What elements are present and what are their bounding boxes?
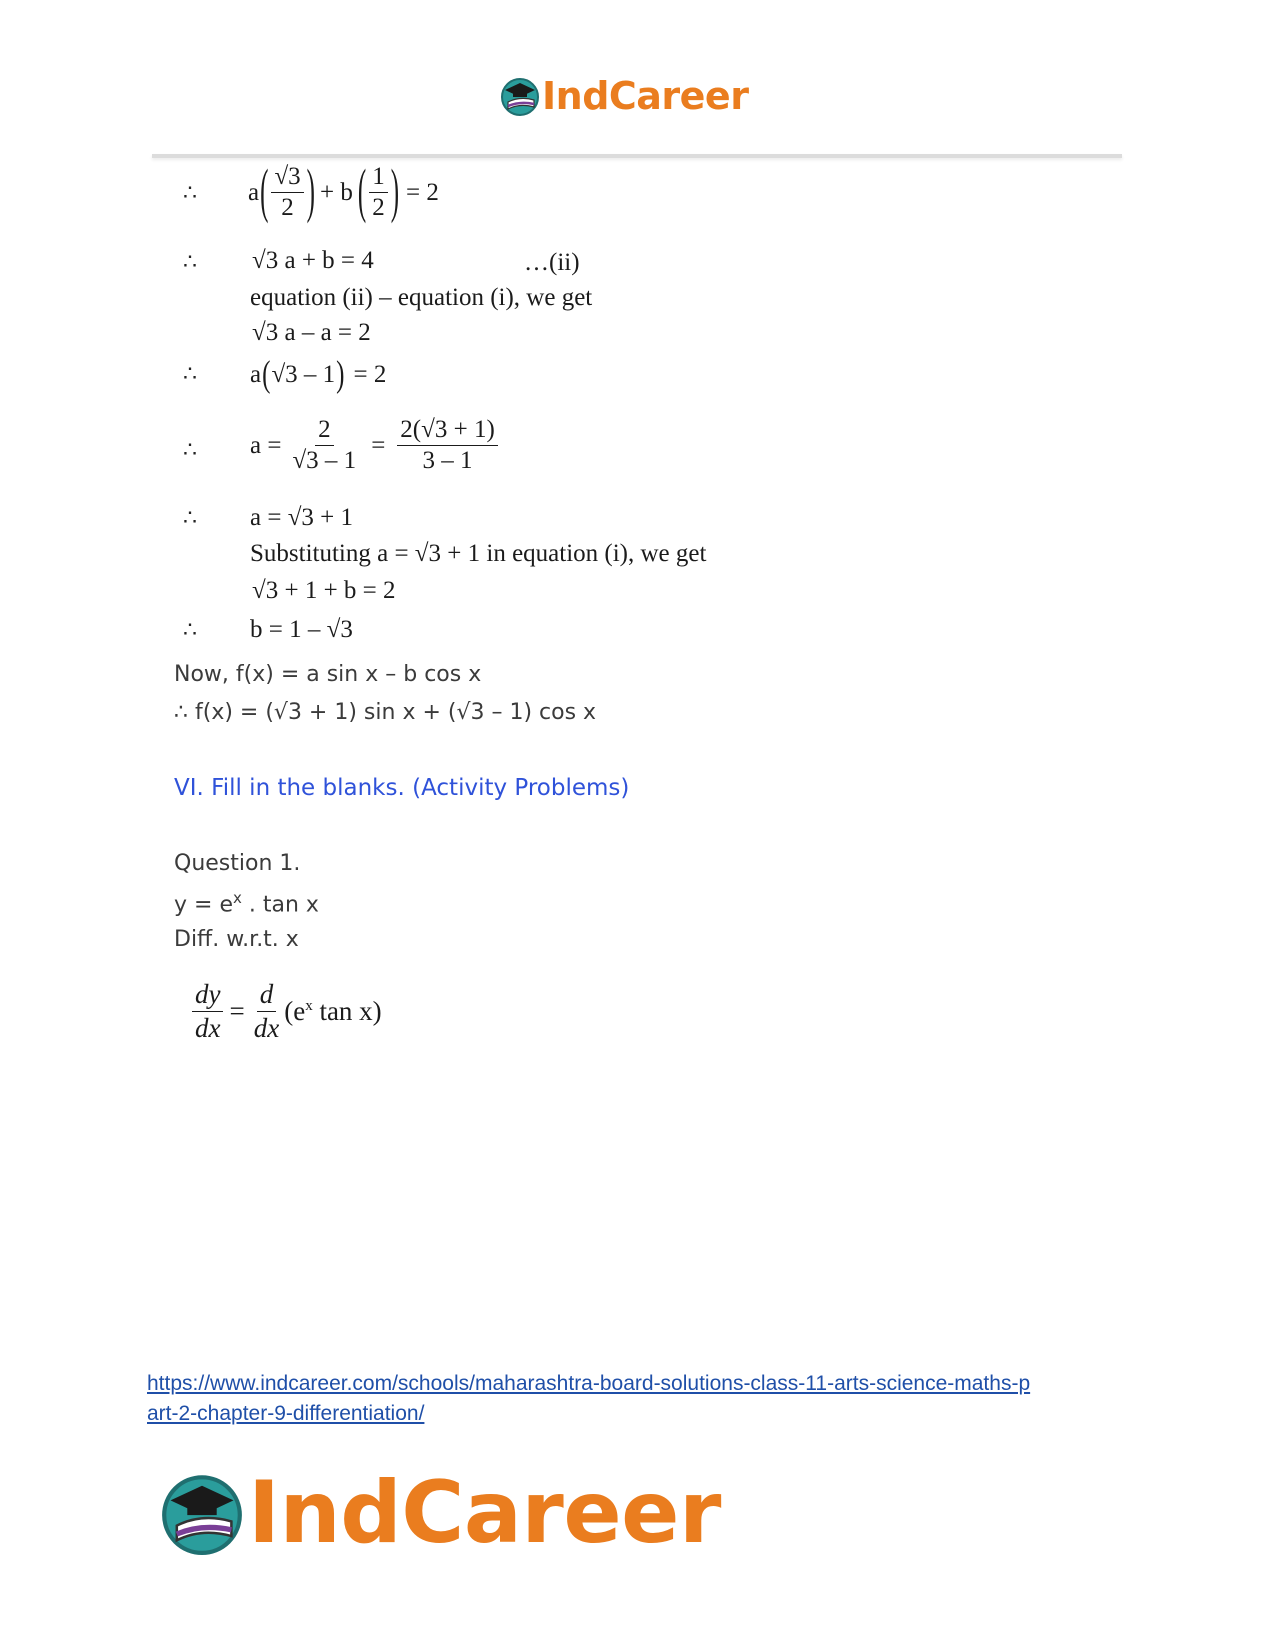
- equation-subtract-text: equation (ii) – equation (i), we get: [250, 284, 593, 311]
- equation-2-tag: …(ii): [524, 249, 580, 276]
- substitution-text: Substituting a = √3 + 1 in equation (i), we get: [250, 540, 707, 567]
- source-link-line-2[interactable]: art-2-chapter-9-differentiation/: [147, 1402, 425, 1425]
- section-heading: VI. Fill in the blanks. (Activity Problems): [174, 775, 630, 801]
- footer-logo: [160, 1463, 721, 1563]
- d-dx-fraction: $\frac{d}{dx}$: [253, 979, 280, 1043]
- equation-1: a ( $\frac{√3}{2}$ ) + b ( $\frac{1}{2}$ ) = 2: [248, 160, 439, 226]
- therefore-symbol: ∴: [183, 362, 197, 387]
- therefore-symbol: ∴: [183, 250, 197, 275]
- result-line: ∴ f(x) = (√3 + 1) sin x + (√3 – 1) cos x: [174, 700, 597, 725]
- eq1-rhs: = 2: [406, 179, 439, 207]
- eq1-a: a: [248, 179, 260, 207]
- source-link-line-1[interactable]: https://www.indcareer.com/schools/maharashtra-board-solutions-class-11-arts-science-maths-p: [147, 1372, 1031, 1395]
- y-equation: $y = e^x$ . tan x: [174, 889, 319, 918]
- equation-9: √3 + 1 + b = 2: [252, 577, 396, 604]
- eq1-fraction-1: $\frac{√3}{2}$: [271, 164, 303, 222]
- diff-wrt-x: Diff. w.r.t. x: [174, 927, 299, 952]
- therefore-symbol: ∴: [183, 438, 197, 463]
- derivative-equation: $\frac{dy}{dx}$ = $\frac{d}{dx}$ ($e^x$ tan x): [190, 976, 382, 1046]
- logo-text: IndCareer: [542, 74, 749, 118]
- dy-dx-fraction: $\frac{dy}{dx}$: [192, 980, 223, 1042]
- eq1-fraction-2: $\frac{1}{2}$: [369, 164, 388, 222]
- logo-text: IndCareer: [248, 1463, 721, 1563]
- equation-7: a = √3 + 1: [250, 504, 354, 531]
- equation-10: b = 1 – √3: [250, 616, 353, 643]
- equation-4: √3 a – a = 2: [252, 319, 371, 346]
- graduation-cap-book-icon: [500, 76, 540, 116]
- header-logo: [500, 76, 748, 116]
- equation-6: a = $\frac{2}{√3 - 1}$ = $\frac{2(√3 + 1)}{3 - 1}$: [250, 417, 500, 475]
- header-divider: [152, 154, 1122, 158]
- graduation-cap-book-icon: [160, 1471, 244, 1555]
- therefore-symbol: ∴: [183, 618, 197, 643]
- therefore-symbol: ∴: [183, 181, 197, 206]
- now-f-x-line: Now, f(x) = a sin x – b cos x: [174, 662, 482, 687]
- derivative-expression: ($e^x$ tan x): [284, 995, 382, 1026]
- eq1-plus-b: + b: [320, 179, 353, 207]
- question-label: Question 1.: [174, 851, 301, 876]
- equation-2: √3 a + b = 4: [252, 247, 374, 274]
- eq6-fraction-2: $\frac{2(√3 + 1)}{3 - 1}$: [397, 417, 497, 475]
- therefore-symbol: ∴: [183, 506, 197, 531]
- equation-5: a ( √3 – 1 ) = 2: [250, 354, 387, 395]
- eq6-fraction-1: $\frac{2}{√3 - 1}$: [292, 416, 357, 475]
